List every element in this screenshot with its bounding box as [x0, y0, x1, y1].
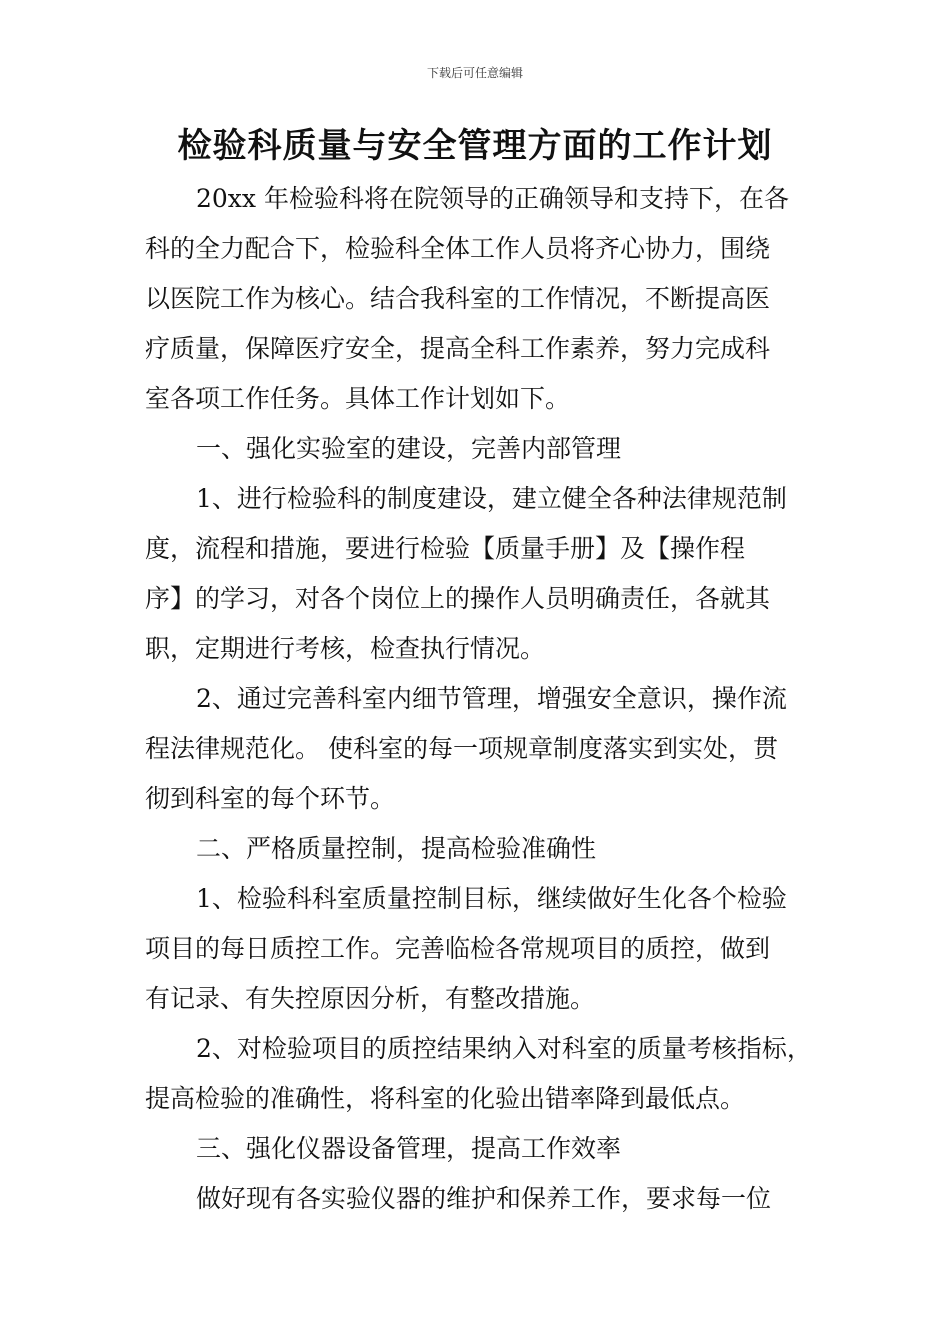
body-line: 1、进行检验科的制度建设，建立健全各种法律规范制	[196, 484, 787, 513]
header-note: 下载后可任意编辑	[426, 66, 523, 80]
body-line: 以医院工作为核心。结合我科室的工作情况，不断提高医	[145, 284, 771, 313]
section-heading: 一、强化实验室的建设，完善内部管理	[196, 434, 622, 463]
body-line: 项目的每日质控工作。完善临检各常规项目的质控，做到	[145, 934, 771, 963]
body-line: 职，定期进行考核，检查执行情况。	[145, 634, 546, 663]
body-line: 做好现有各实验仪器的维护和保养工作，要求每一位	[196, 1184, 772, 1213]
body-line: 2、对检验项目的质控结果纳入对科室的质量考核指标，	[196, 1034, 812, 1063]
section-heading: 三、强化仪器设备管理，提高工作效率	[196, 1134, 622, 1163]
body-line: 提高检验的准确性，将科室的化验出错率降到最低点。	[145, 1084, 746, 1113]
body-line: 1、检验科科室质量控制目标，继续做好生化各个检验	[196, 884, 787, 913]
body-line: 序】的学习，对各个岗位上的操作人员明确责任，各就其	[145, 584, 771, 613]
body-line: 2、通过完善科室内细节管理，增强安全意识，操作流	[196, 684, 787, 713]
document-title: 检验科质量与安全管理方面的工作计划	[177, 126, 773, 166]
body-line: 度，流程和措施，要进行检验【质量手册】及【操作程	[145, 534, 746, 563]
body-line: 科的全力配合下，检验科全体工作人员将齐心协力，围绕	[145, 234, 771, 263]
section-heading: 二、严格质量控制，提高检验准确性	[196, 834, 597, 863]
body-line: 彻到科室的每个环节。	[145, 784, 396, 813]
body-line: 有记录、有失控原因分析，有整改措施。	[145, 984, 596, 1013]
body-line: 室各项工作任务。具体工作计划如下。	[145, 384, 571, 413]
body-line: 20xx 年检验科将在院领导的正确领导和支持下，在各	[196, 184, 789, 213]
body-line: 程法律规范化。 使科室的每一项规章制度落实到实处，贯	[145, 734, 778, 763]
body-line: 疗质量，保障医疗安全，提高全科工作素养，努力完成科	[145, 334, 771, 363]
